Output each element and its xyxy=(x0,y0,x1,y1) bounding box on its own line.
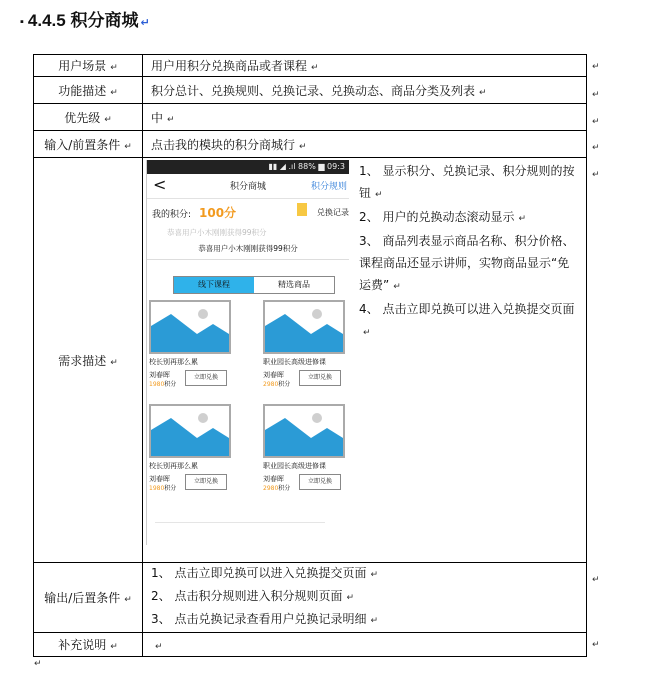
output-item: 2、 点击积分规则进入积分规则页面 ↵ xyxy=(151,589,354,603)
product-card[interactable] xyxy=(147,298,247,398)
ticker-previous: 恭喜用户小木刚刚获得99积分 xyxy=(167,228,267,237)
product-image-icon xyxy=(263,300,345,354)
output-item: 3、 点击兑换记录查看用户兑换记录明细 ↵ xyxy=(151,612,378,626)
row-end-mark: ↵ xyxy=(592,143,600,153)
value-input: 点击我的模块的积分商城行 xyxy=(151,137,296,152)
document-icon xyxy=(297,203,307,216)
product-card[interactable] xyxy=(261,402,349,502)
heading-bullet: ▪ xyxy=(20,15,24,28)
row-end-mark: ↵ xyxy=(592,117,600,127)
app-header xyxy=(147,174,349,199)
product-author: 刘春晖 xyxy=(149,475,170,483)
label-input: 输入/前置条件 xyxy=(44,137,121,152)
phone-screenshot xyxy=(146,160,349,545)
row-end-mark: ↵ xyxy=(592,90,600,100)
requirement-list xyxy=(359,160,581,344)
row-scene: 用户场景 ↵ 用户用积分兑换商品或者课程 ↵ xyxy=(34,55,587,77)
redeem-button[interactable]: 立即兑换 xyxy=(185,474,227,490)
product-price: 2980积分 xyxy=(263,485,291,492)
product-name: 校长别再那么累 xyxy=(149,462,198,470)
row-priority: 优先级 ↵ 中 ↵ xyxy=(34,104,587,131)
tab-featured-goods[interactable]: 精选商品 xyxy=(278,280,310,289)
label-req: 需求描述 xyxy=(58,353,107,368)
value-func: 积分总计、兑换规则、兑换记录、兑换动态、商品分类及列表 xyxy=(151,83,476,98)
exchange-record-link[interactable]: 兑换记录 xyxy=(317,208,349,217)
row-func: 功能描述 ↵ 积分总计、兑换规则、兑换记录、兑换动态、商品分类及列表 ↵ xyxy=(34,77,587,104)
value-scene: 用户用积分兑换商品或者课程 xyxy=(151,59,308,73)
redeem-button[interactable]: 立即兑换 xyxy=(185,370,227,386)
back-icon[interactable]: < xyxy=(153,175,167,194)
status-bar: ▮▮ ◢ .ıl 88% ▆ 09:3 xyxy=(147,160,349,174)
tab-offline-courses[interactable]: 线下课程 xyxy=(174,277,254,293)
product-card[interactable] xyxy=(147,402,247,502)
output-item: 1、 点击立即兑换可以进入兑换提交页面 ↵ xyxy=(151,566,378,580)
product-price: 1980积分 xyxy=(149,381,177,388)
row-extra: 补充说明 ↵ ↵ xyxy=(34,633,587,657)
requirement-item: 2、 用户的兑换动态滚动显示 ↵ xyxy=(359,210,526,224)
product-image-icon xyxy=(149,300,231,354)
product-card[interactable] xyxy=(261,298,349,398)
requirement-item: 4、 点击立即兑换可以进入兑换提交页面↵ xyxy=(359,302,575,338)
product-name: 职业园长高级进修课 xyxy=(263,358,326,366)
product-name: 校长别再那么累 xyxy=(149,358,198,366)
row-req: 需求描述 ↵ ▮▮ ◢ .ıl 88% ▆ 09:3 < 积分商城 积分规则 我的积分: 100分 兑换记录 恭喜用户小木刚刚获得99积分 恭喜用户小木刚刚获得99积分 线下课程 精选商品 校长别再那么累 刘春晖 1980积分 立即兑换 职业园长高级进修课 刘春晖 2980积分 立即兑换 校长别再那么累 刘春晖 1980积分 立即兑换 职业园长高级进修课 刘春晖 2980积分 立即兑换 1、 显示积分、兑换记录、积分规则的按钮 ↵ 2、 用户的兑换动态滚动显示 ↵ 3、 商品列表显示商品名称、积分价格、课程商品还显示讲师，实物商品显示“免运费” ↵ 4、 点击立即兑换可以进入兑换提交页面↵ xyxy=(34,158,587,563)
points-rules-link[interactable]: 积分规则 xyxy=(310,182,347,192)
row-end-mark: ↵ xyxy=(592,170,600,180)
label-priority: 优先级 xyxy=(64,110,101,125)
product-author: 刘春晖 xyxy=(263,475,284,483)
row-end-mark: ↵ xyxy=(592,640,600,650)
row-end-mark: ↵ xyxy=(592,62,600,72)
paragraph-mark: ↵ xyxy=(34,659,42,669)
return-mark: ↵ xyxy=(140,17,150,29)
product-image-icon xyxy=(149,404,231,458)
section-heading xyxy=(20,6,150,31)
product-name: 职业园长高级进修课 xyxy=(263,462,326,470)
row-input: 输入/前置条件 ↵ 点击我的模块的积分商城行 ↵ xyxy=(34,131,587,158)
value-priority: 中 xyxy=(151,110,164,125)
row-output: 输出/后置条件 ↵ 1、 点击立即兑换可以进入兑换提交页面 ↵ 2、 点击积分规则进入积分规则页面 ↵ 3、 点击兑换记录查看用户兑换记录明细 ↵ xyxy=(34,563,587,633)
exchange-ticker xyxy=(147,225,349,260)
row-end-mark: ↵ xyxy=(592,575,600,585)
product-image-icon xyxy=(263,404,345,458)
redeem-button[interactable]: 立即兑换 xyxy=(299,370,341,386)
product-price: 2980积分 xyxy=(263,381,291,388)
product-author: 刘春晖 xyxy=(149,371,170,379)
label-func: 功能描述 xyxy=(58,83,107,98)
product-author: 刘春晖 xyxy=(263,371,284,379)
heading-title: 4.4.5 积分商城 xyxy=(27,11,139,30)
label-extra: 补充说明 xyxy=(58,638,107,652)
label-output: 输出/后置条件 xyxy=(44,591,121,605)
label-scene: 用户场景 xyxy=(58,59,107,73)
points-value: 100分 xyxy=(199,206,237,220)
category-tabs xyxy=(173,276,335,294)
product-price: 1980积分 xyxy=(149,485,177,492)
divider xyxy=(155,522,325,523)
points-label: 我的积分: xyxy=(152,210,192,220)
points-summary xyxy=(147,199,349,225)
requirement-item: 1、 显示积分、兑换记录、积分规则的按钮 ↵ xyxy=(359,164,575,200)
app-title: 积分商城 xyxy=(229,182,266,192)
requirement-item: 3、 商品列表显示商品名称、积分价格、课程商品还显示讲师，实物商品显示“免运费” ↵ xyxy=(359,234,575,292)
redeem-button[interactable]: 立即兑换 xyxy=(299,474,341,490)
spec-table xyxy=(33,54,587,657)
ticker-message: 恭喜用户小木刚刚获得99积分 xyxy=(198,244,298,253)
